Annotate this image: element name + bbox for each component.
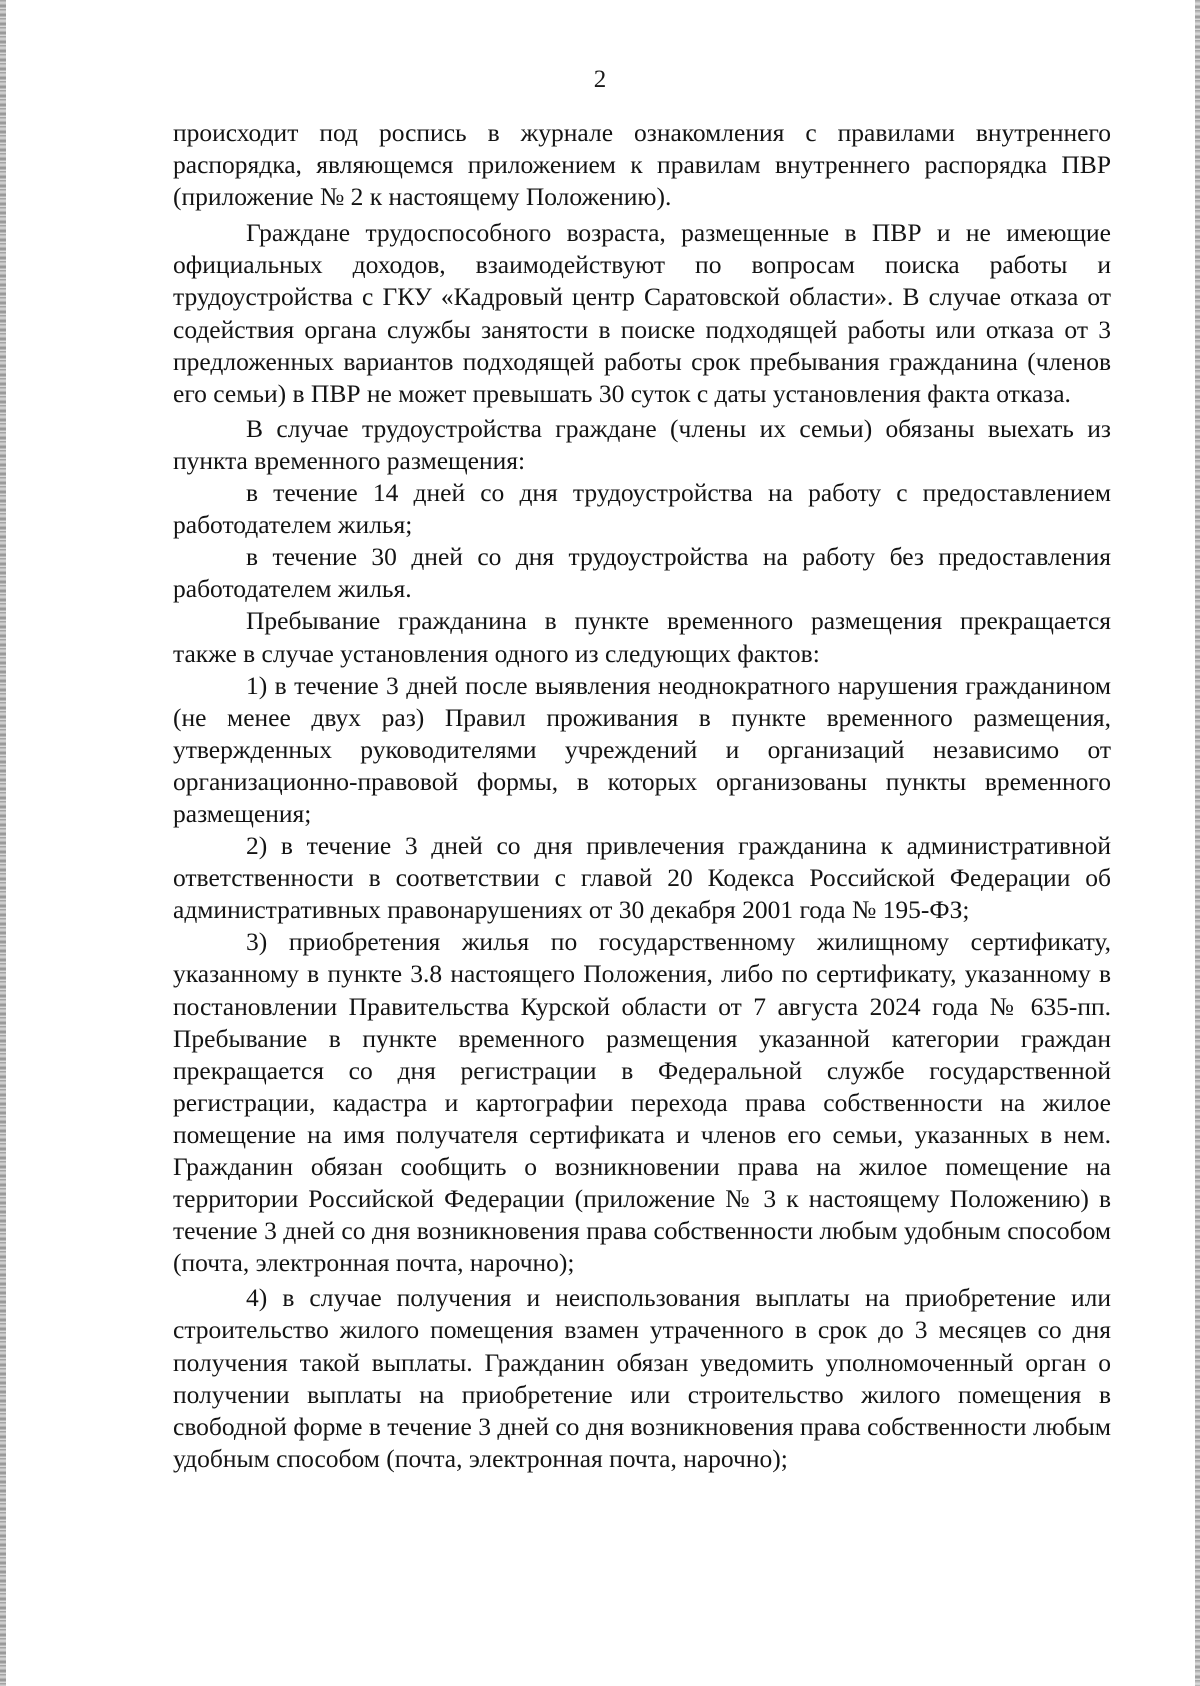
paragraph-with-housing: в течение 14 дней со дня трудоустройства на работу с предоставлением работодателем жилья; xyxy=(173,478,1111,540)
paragraph-item-3: 3) приобретения жилья по государственному жилищному сертификату, указанному в пункте 3.8 настоящего Положения, либо по сертификату, указанному в постановлении Правительства Курской области от 7 августа 2024 года № 635-пп. Пребывание в пункте временного размещения указанной категории граждан прекращается со дня регистрации в Федеральной службе государственной регистрации, кадастра и картографии перехода права собственности на жилое помещение на имя получателя сертификата и членов его семьи, указанных в нем. Гражданин обязан сообщить о возникновении права на жилое помещение на территории Российской Федерации (приложение № 3 к настоящему Положению) в течение 3 дней со дня возникновения права собственности любым удобным способом (почта, электронная почта, нарочно); xyxy=(173,927,1111,1278)
paragraph-employment-assistance: Граждане трудоспособного возраста, размещенные в ПВР и не имеющие официальных доходов, взаимодействуют по вопросам поиска работы и трудоустройства с ГКУ «Кадровый центр Саратовской области». В случае отказа от содействия органа службы занятости в поиске подходящей работы или отказа от 3 предложенных вариантов подходящей работы срок пребывания гражданина (членов его семьи) в ПВР не может превышать 30 суток с даты установления факта отказа. xyxy=(173,218,1111,408)
paragraph-employment-departure: В случае трудоустройства граждане (члены их семьи) обязаны выехать из пункта временного размещения: xyxy=(173,413,1111,475)
paragraph-item-1: 1) в течение 3 дней после выявления неоднократного нарушения гражданином (не менее двух раз) Правил проживания в пункте временного размещения, утвержденных руководителями учреждений и организаций независимо от организационно-правовой формы, в которых организованы пункты временного размещения; xyxy=(173,670,1111,828)
paragraph-continuation: происходит под роспись в журнале ознакомления с правилами внутреннего распорядка, являющемся приложением к правилам внутреннего распорядка ПВР (приложение № 2 к настоящему Положению). xyxy=(173,118,1111,212)
scan-edge-left xyxy=(0,0,6,1686)
paragraph-item-4: 4) в случае получения и неиспользования выплаты на приобретение или строительство жилого помещения взамен утраченного в срок до 3 месяцев со дня получения такой выплаты. Гражданин обязан уведомить уполномоченный орган о получении выплаты на приобретение или строительство жилого помещения в свободной форме в течение 3 дней со дня возникновения права собственности любым удобным способом (почта, электронная почта, нарочно); xyxy=(173,1283,1111,1473)
scan-edge-right xyxy=(1195,0,1200,1686)
page-number: 2 xyxy=(593,66,607,93)
paragraph-termination-intro: Пребывание гражданина в пункте временного размещения прекращается также в случае установления одного из следующих фактов: xyxy=(173,606,1111,668)
paragraph-without-housing: в течение 30 дней со дня трудоустройства на работу без предоставления работодателем жилья. xyxy=(173,542,1111,604)
paragraph-item-2: 2) в течение 3 дней со дня привлечения гражданина к административной ответственности в соответствии с главой 20 Кодекса Российской Федерации об административных правонарушениях от 30 декабря 2001 года № 195-ФЗ; xyxy=(173,831,1111,925)
document-body xyxy=(173,117,1111,1475)
